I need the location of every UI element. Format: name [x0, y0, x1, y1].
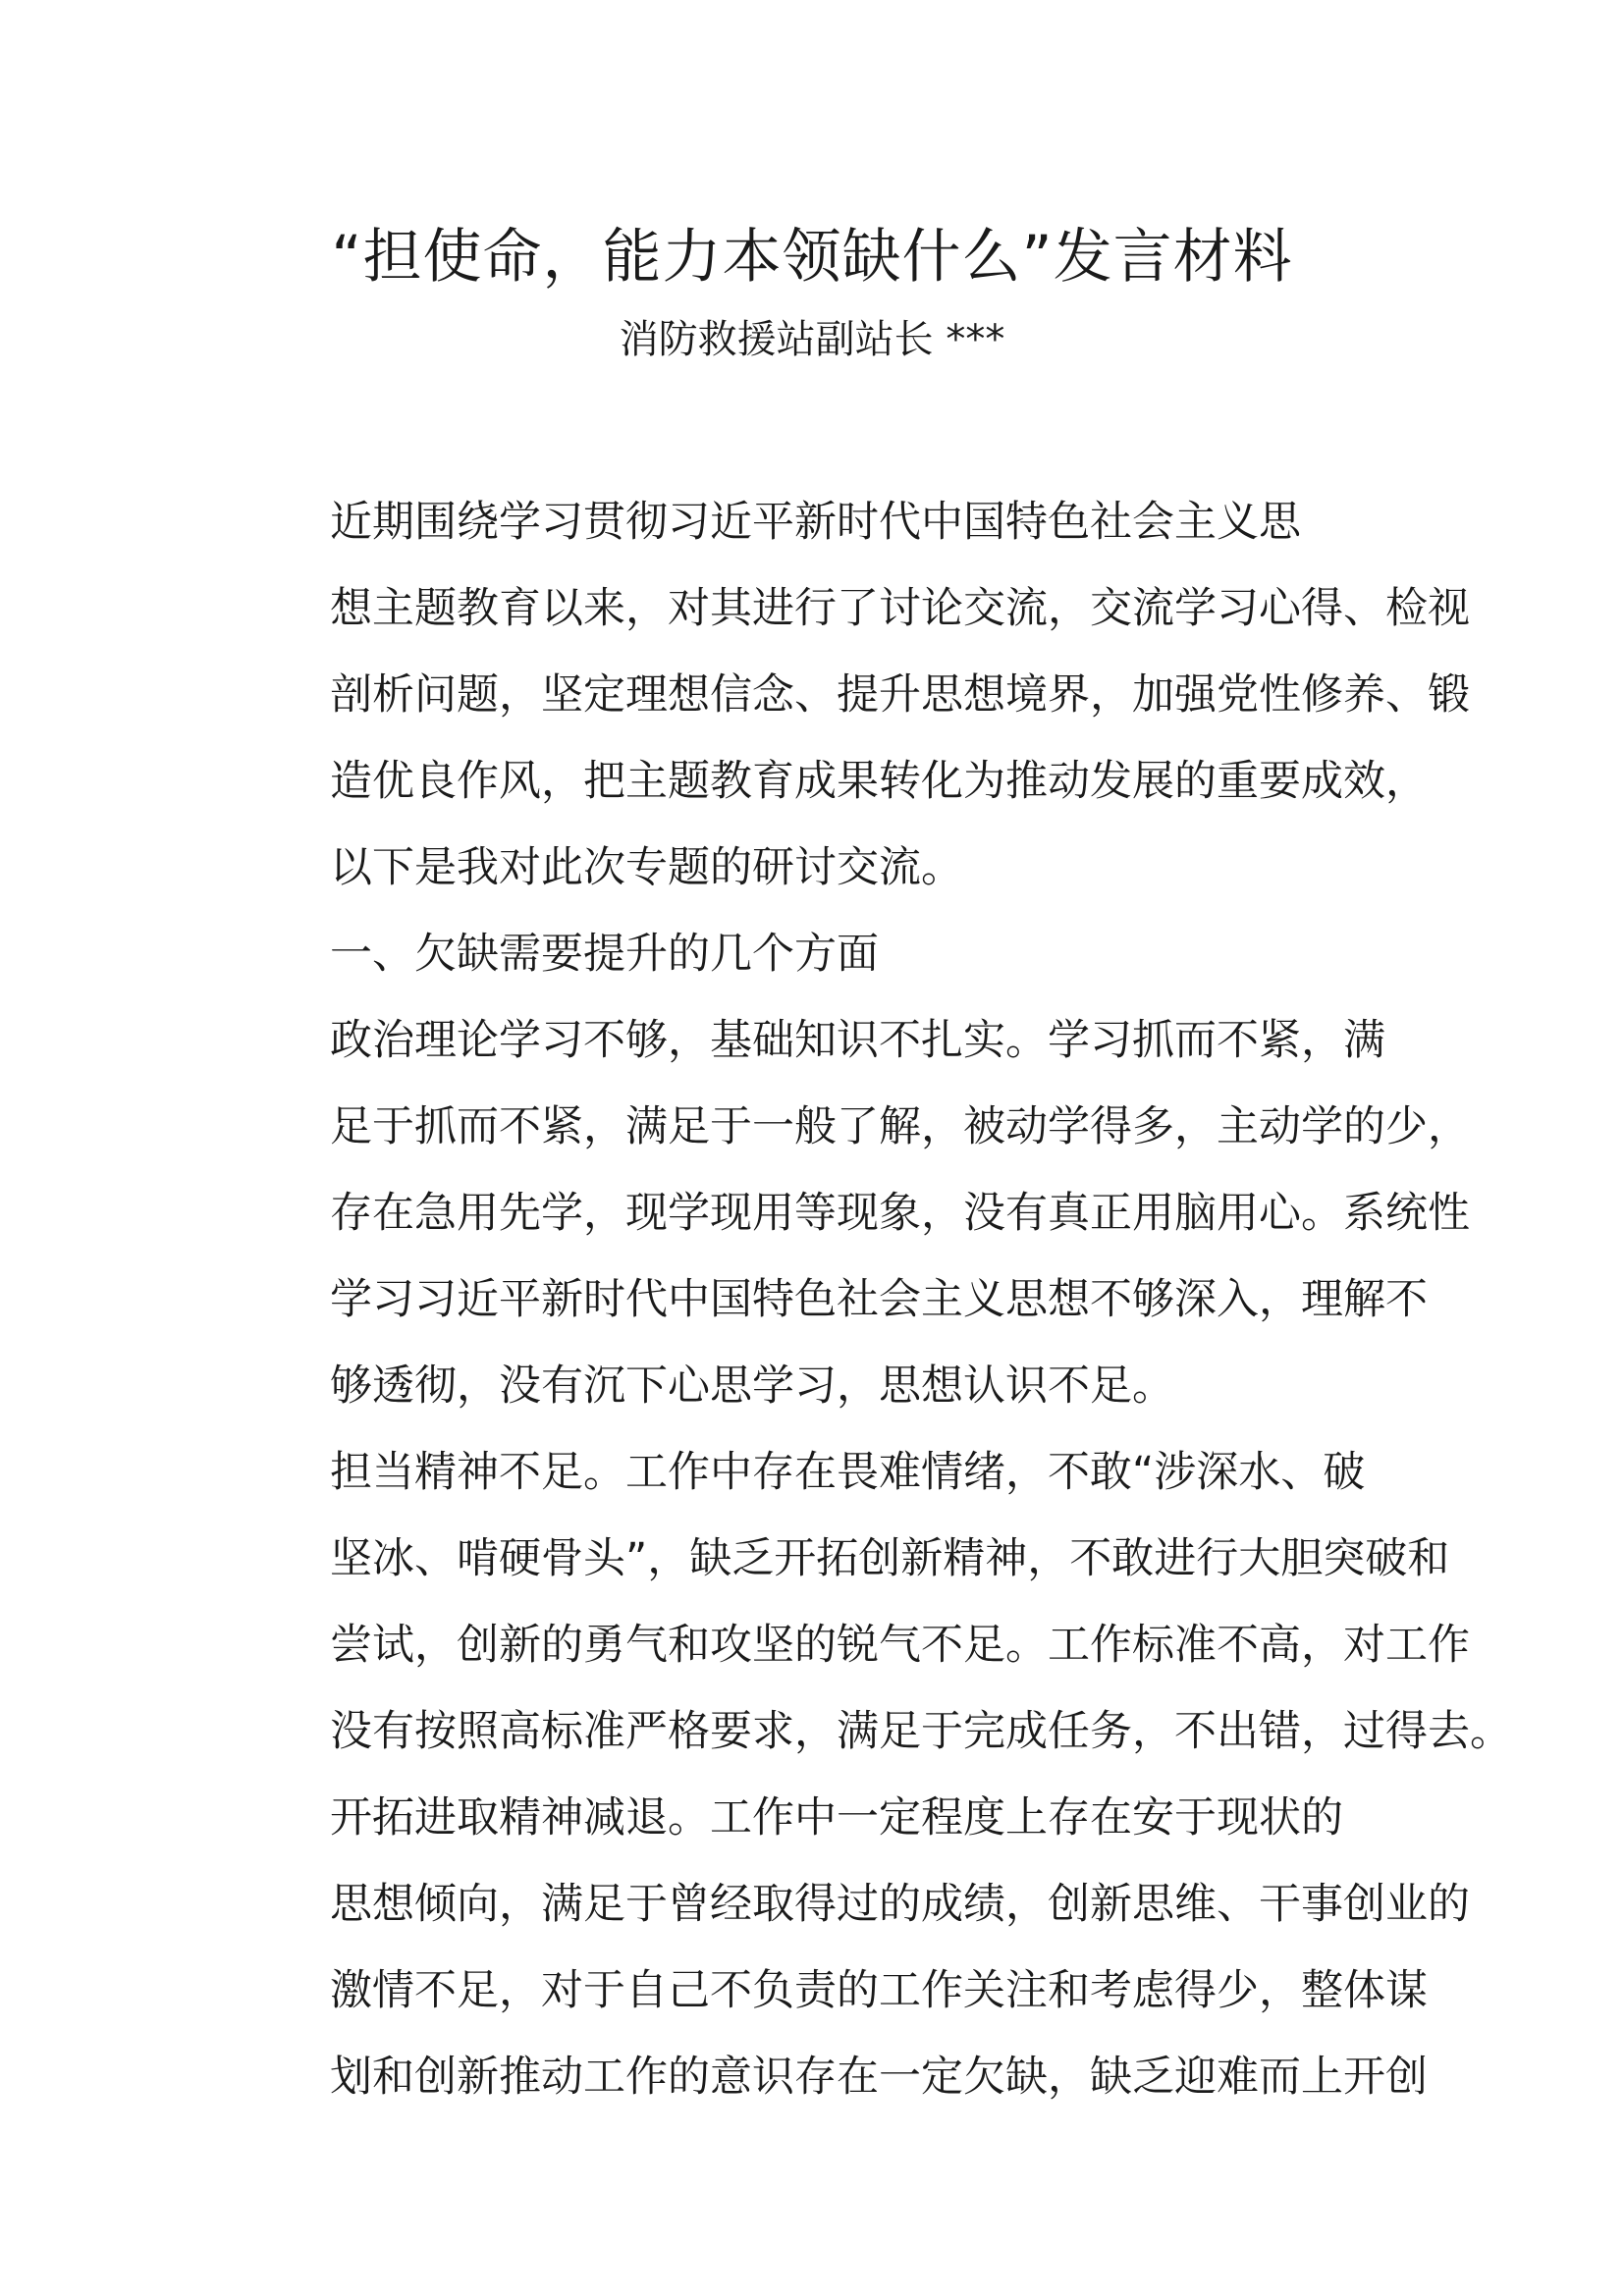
paragraph-line: 想主题教育以来，对其进行了讨论交流，交流学习心得、检视 [330, 584, 1470, 633]
paragraph-theory-study [245, 997, 1470, 1429]
paragraph-line: 造优良作风，把主题教育成果转化为推动发展的重要成效， [330, 757, 1428, 806]
document-body [245, 479, 1512, 2120]
paragraph-line: 激情不足，对于自己不负责的工作关注和考虑得少，整体谋 [330, 1966, 1428, 2015]
section-heading-text: 一、欠缺需要提升的几个方面 [330, 930, 879, 979]
paragraph-line: 坚冰、啃硬骨头”，缺乏开拓创新精神，不敢进行大胆突破和 [330, 1534, 1450, 1583]
paragraph-line: 担当精神不足。工作中存在畏难情绪，不敢“涉深水、破 [330, 1448, 1366, 1497]
paragraph-line: 学习习近平新时代中国特色社会主义思想不够深入，理解不 [330, 1275, 1428, 1324]
paragraph-enterprising [245, 1775, 1470, 2120]
document-subtitle: 消防救援站副站长 *** [619, 317, 1005, 362]
paragraph-line: 够透彻，没有沉下心思学习，思想认识不足。 [330, 1362, 1174, 1411]
paragraph-line: 剖析问题，坚定理想信念、提升思想境界，加强党性修养、锻 [330, 670, 1470, 720]
paragraph-line: 没有按照高标准严格要求，满足于完成任务，不出错，过得去。 [330, 1707, 1512, 1756]
paragraph-line: 足于抓而不紧，满足于一般了解，被动学得多，主动学的少， [330, 1102, 1470, 1151]
paragraph-line: 近期围绕学习贯彻习近平新时代中国特色社会主义思 [330, 498, 1301, 547]
paragraph-responsibility [245, 1429, 1512, 1775]
paragraph-intro [245, 479, 1470, 911]
paragraph-line: 思想倾向，满足于曾经取得过的成绩，创新思维、干事创业的 [330, 1880, 1470, 1929]
document-title: “担使命，能力本领缺什么”发言材料 [331, 223, 1293, 292]
paragraph-line: 政治理论学习不够，基础知识不扎实。学习抓而不紧，满 [330, 1016, 1385, 1065]
paragraph-line: 以下是我对此次专题的研讨交流。 [330, 843, 963, 892]
paragraph-line: 划和创新推动工作的意识存在一定欠缺，缺乏迎难而上开创 [330, 2053, 1428, 2102]
paragraph-line: 开拓进取精神减退。工作中一定程度上存在安于现状的 [330, 1793, 1343, 1842]
paragraph-line: 尝试，创新的勇气和攻坚的锐气不足。工作标准不高，对工作 [330, 1621, 1470, 1670]
paragraph-line: 存在急用先学，现学现用等现象，没有真正用脑用心。系统性 [330, 1189, 1470, 1238]
section-heading [245, 911, 1394, 997]
